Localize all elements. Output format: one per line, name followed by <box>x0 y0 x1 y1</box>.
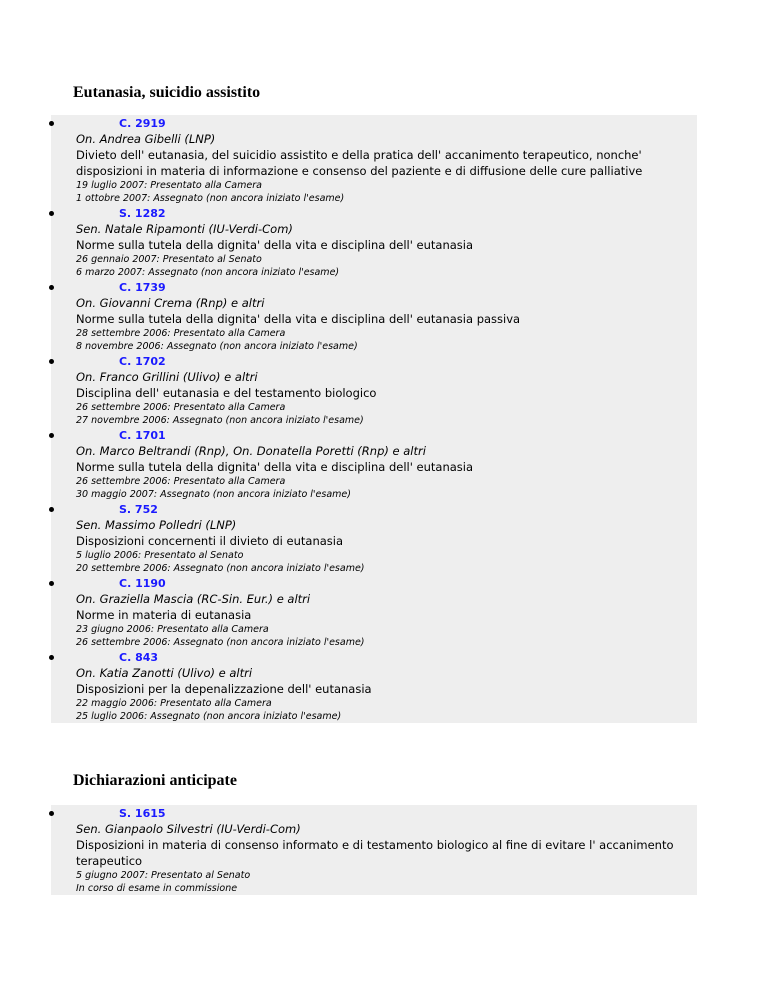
bill-item <box>51 427 697 501</box>
bill-item <box>51 575 697 649</box>
bullet-icon <box>49 811 54 816</box>
bill-item <box>51 805 697 895</box>
bullet-icon <box>49 121 54 126</box>
bill-item <box>51 279 697 353</box>
bill-code-link[interactable]: C. 2919 <box>119 117 166 130</box>
bill-author: On. Marco Beltrandi (Rnp), On. Donatella Poretti (Rnp) e altri <box>76 444 426 458</box>
section-heading-dichiarazioni: Dichiarazioni anticipate <box>73 772 237 789</box>
bill-code-link[interactable]: S. 1282 <box>119 207 166 220</box>
bill-title: Disciplina dell' eutanasia e del testamento biologico <box>76 386 377 400</box>
bill-item <box>51 649 697 723</box>
bill-event: 26 settembre 2006: Presentato alla Camera <box>76 402 286 413</box>
bill-event: 28 settembre 2006: Presentato alla Camera <box>76 328 286 339</box>
bill-event: 27 novembre 2006: Assegnato (non ancora iniziato l'esame) <box>76 415 364 426</box>
bill-author: Sen. Natale Ripamonti (IU-Verdi-Com) <box>76 222 293 236</box>
bill-event: 5 luglio 2006: Presentato al Senato <box>76 550 244 561</box>
bill-author: Sen. Massimo Polledri (LNP) <box>76 518 237 532</box>
bill-event: 25 luglio 2006: Assegnato (non ancora iniziato l'esame) <box>76 711 342 722</box>
bill-event: 22 maggio 2006: Presentato alla Camera <box>76 698 272 709</box>
bill-item <box>51 115 697 205</box>
bullet-icon <box>49 433 54 438</box>
bill-event: 26 gennaio 2007: Presentato al Senato <box>76 254 262 265</box>
bill-title: Norme sulla tutela della dignita' della vita e disciplina dell' eutanasia <box>76 460 474 474</box>
bill-title: Disposizioni in materia di consenso informato e di testamento biologico al fine di evitare l' accanimento terapeutico <box>76 838 674 868</box>
bill-code-link[interactable]: C. 843 <box>119 651 159 664</box>
bill-title: Divieto dell' eutanasia, del suicidio assistito e della pratica dell' accanimento terapeutico, nonche' disposizioni in materia di informazione e consenso del paziente e di diffusione delle cure palliative <box>76 148 643 178</box>
bill-event: 26 settembre 2006: Presentato alla Camera <box>76 476 286 487</box>
bill-code-link[interactable]: C. 1701 <box>119 429 166 442</box>
bill-event: 30 maggio 2007: Assegnato (non ancora iniziato l'esame) <box>76 489 351 500</box>
bullet-icon <box>49 211 54 216</box>
bullet-icon <box>49 581 54 586</box>
bill-author: On. Andrea Gibelli (LNP) <box>76 132 216 146</box>
bill-code-link[interactable]: C. 1190 <box>119 577 166 590</box>
bill-event: 1 ottobre 2007: Assegnato (non ancora iniziato l'esame) <box>76 193 345 204</box>
bill-event: 19 luglio 2007: Presentato alla Camera <box>76 180 262 191</box>
bill-list-dichiarazioni <box>51 805 697 895</box>
bill-code-link[interactable]: C. 1739 <box>119 281 166 294</box>
bill-title: Norme in materia di eutanasia <box>76 608 252 622</box>
bill-code-link[interactable]: C. 1702 <box>119 355 166 368</box>
bill-event: 20 settembre 2006: Assegnato (non ancora iniziato l'esame) <box>76 563 365 574</box>
bill-author: On. Katia Zanotti (Ulivo) e altri <box>76 666 253 680</box>
bill-title: Norme sulla tutela della dignita' della vita e disciplina dell' eutanasia <box>76 238 474 252</box>
bill-item <box>51 205 697 279</box>
bill-title: Norme sulla tutela della dignita' della vita e disciplina dell' eutanasia passiva <box>76 312 521 326</box>
bill-event: 8 novembre 2006: Assegnato (non ancora iniziato l'esame) <box>76 341 358 352</box>
bill-event: 5 giugno 2007: Presentato al Senato <box>76 870 251 881</box>
bullet-icon <box>49 285 54 290</box>
bill-title: Disposizioni concernenti il divieto di eutanasia <box>76 534 344 548</box>
section-heading-eutanasia: Eutanasia, suicidio assistito <box>73 84 261 101</box>
bill-code-link[interactable]: S. 1615 <box>119 807 166 820</box>
bill-event: 26 settembre 2006: Assegnato (non ancora iniziato l'esame) <box>76 637 365 648</box>
bullet-icon <box>49 655 54 660</box>
bullet-icon <box>49 359 54 364</box>
bullet-icon <box>49 507 54 512</box>
bill-list-eutanasia <box>51 115 697 723</box>
bill-event: 6 marzo 2007: Assegnato (non ancora iniziato l'esame) <box>76 267 340 278</box>
bill-event: In corso di esame in commissione <box>76 883 238 894</box>
bill-event: 23 giugno 2006: Presentato alla Camera <box>76 624 269 635</box>
bill-author: On. Graziella Mascia (RC-Sin. Eur.) e altri <box>76 592 311 606</box>
bill-author: On. Franco Grillini (Ulivo) e altri <box>76 370 258 384</box>
bill-author: On. Giovanni Crema (Rnp) e altri <box>76 296 265 310</box>
bill-item <box>51 353 697 427</box>
bill-item <box>51 501 697 575</box>
bill-code-link[interactable]: S. 752 <box>119 503 158 516</box>
bill-title: Disposizioni per la depenalizzazione dell' eutanasia <box>76 682 372 696</box>
bill-author: Sen. Gianpaolo Silvestri (IU-Verdi-Com) <box>76 822 301 836</box>
